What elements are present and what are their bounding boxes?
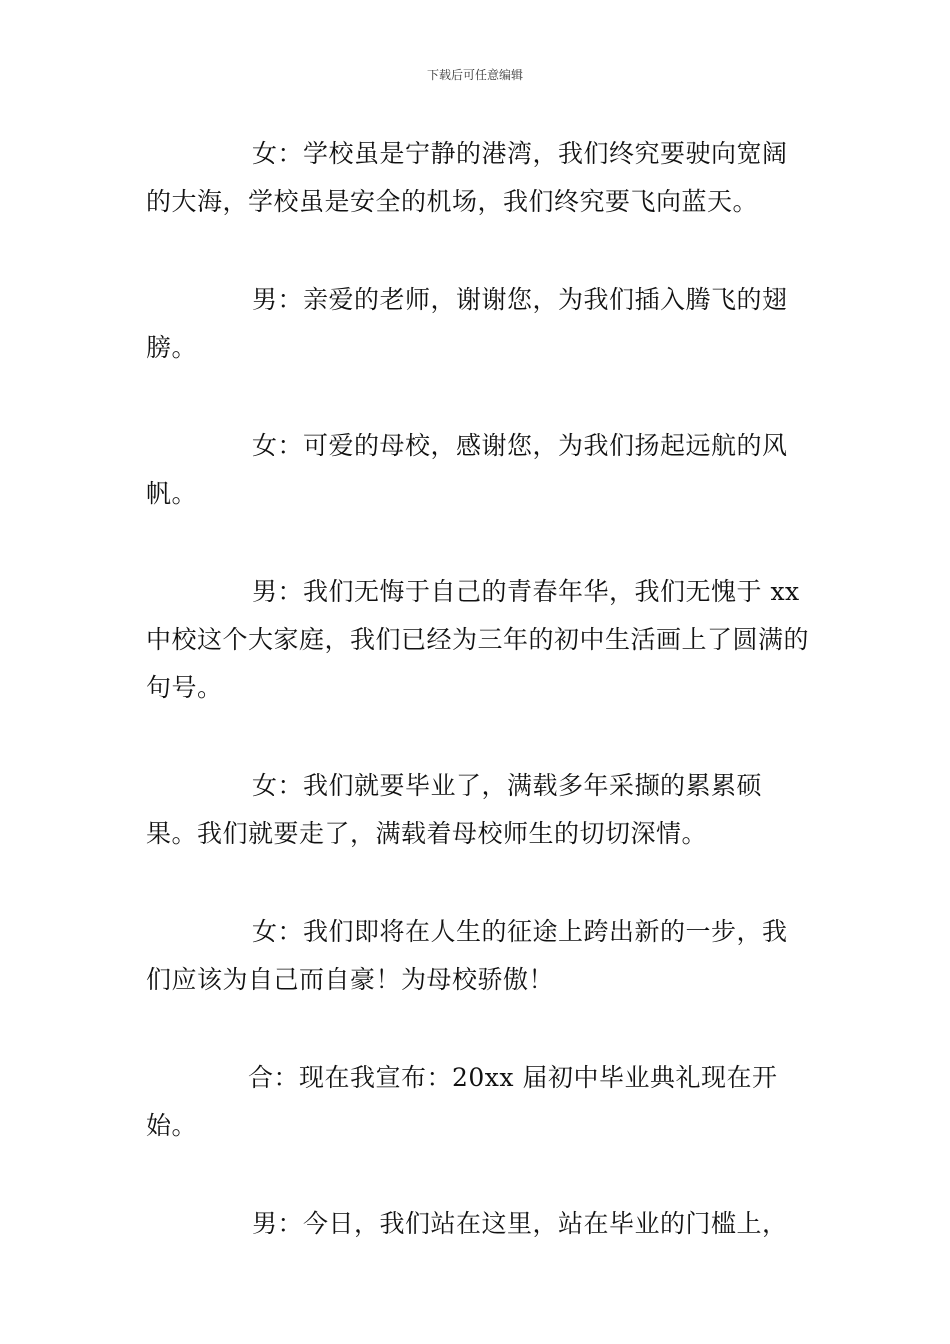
page-header-note: 下载后可任意编辑 <box>426 68 523 82</box>
paragraph-5: 女：我们就要毕业了，满载多年采撷的累累硕果。我们就要走了，满载着母校师生的切切深情。 <box>146 771 763 848</box>
paragraph-7: 合：现在我宣布：20xx 届初中毕业典礼现在开始。 <box>146 1063 778 1140</box>
paragraph-3: 女：可爱的母校，感谢您，为我们扬起远航的风帆。 <box>146 431 788 508</box>
document-body <box>146 130 810 1298</box>
paragraph-1: 女：学校虽是宁静的港湾，我们终究要驶向宽阔的大海，学校虽是安全的机场，我们终究要飞向蓝天。 <box>146 139 788 216</box>
paragraph-6: 女：我们即将在人生的征途上跨出新的一步，我们应该为自己而自豪！为母校骄傲！ <box>146 917 788 994</box>
paragraph-8: 男：今日，我们站在这里，站在毕业的门槛上， <box>252 1209 788 1238</box>
paragraph-2: 男：亲爱的老师，谢谢您，为我们插入腾飞的翅膀。 <box>146 285 788 362</box>
paragraph-4: 男：我们无悔于自己的青春年华，我们无愧于 xx 中校这个大家庭，我们已经为三年的初中生活画上了圆满的句号。 <box>146 577 810 702</box>
